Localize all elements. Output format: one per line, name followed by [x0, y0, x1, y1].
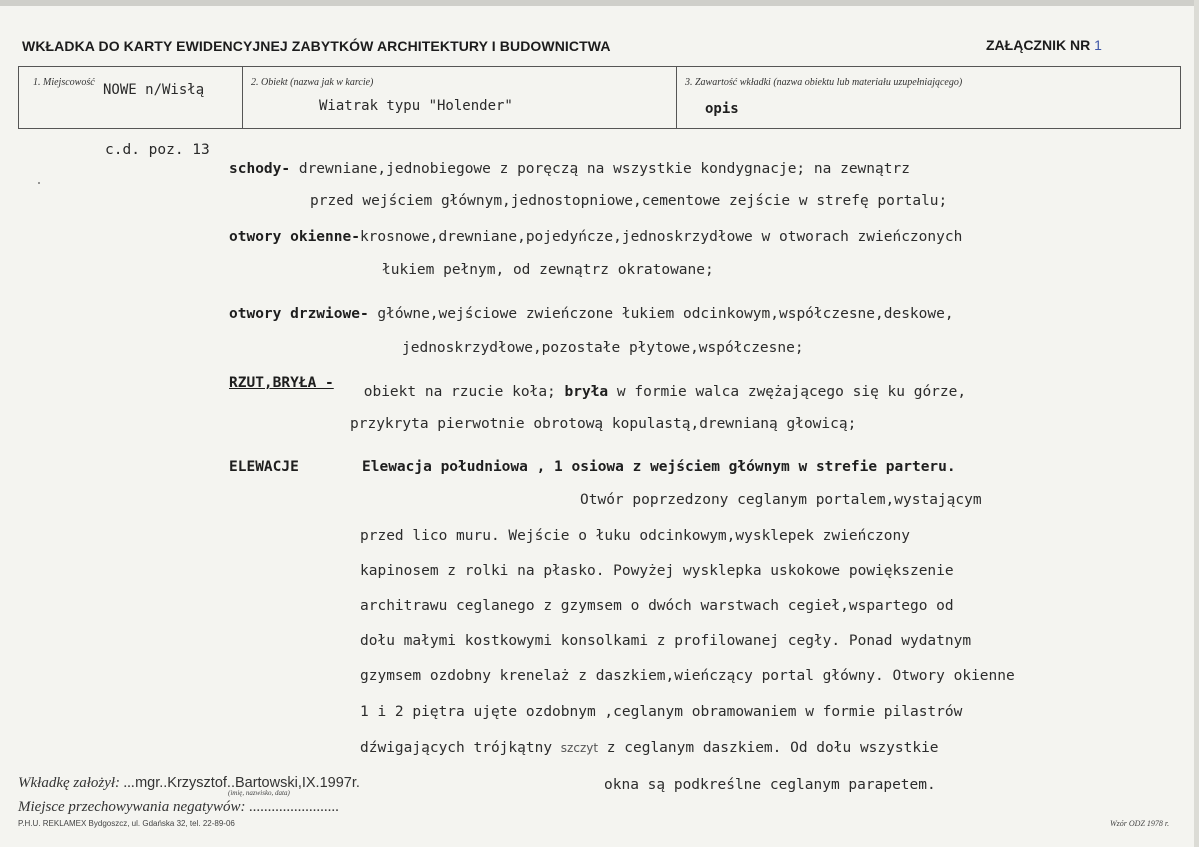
content-value: opis	[705, 101, 739, 117]
text-line-4: łukiem pełnym, od zewnątrz okratowane;	[382, 262, 714, 278]
table-divider-2	[676, 66, 677, 129]
text-line-8: przykryta pierwotnie obrotową kopulastą,drewnianą głowicą;	[350, 416, 857, 432]
text-line-17	[360, 740, 939, 756]
text-line-17-b: z ceglanym daszkiem. Od dołu wszystkie	[598, 740, 939, 756]
text-line-3	[229, 229, 962, 245]
text-line-7-cont	[355, 384, 966, 400]
scan-edge-right	[1194, 0, 1199, 847]
text-otwory-okienne: krosnowe,drewniane,pojedyńcze,jednoskrzydłowe w otworach zwieńczonych	[359, 229, 963, 245]
text-line-15: gzymsem ozdobny krenelaż z daszkiem,wieńczący portal główny. Otwory okienne	[360, 668, 1015, 684]
text-line-6: jednoskrzydłowe,pozostałe płytowe,współczesne;	[402, 340, 804, 356]
scan-speck	[38, 182, 40, 184]
author-label: Wkładkę założył: ...	[18, 775, 136, 791]
table-left-border	[18, 66, 19, 129]
table-divider-1	[242, 66, 243, 129]
term-otwory-drzwiowe: otwory drzwiowe-	[229, 306, 369, 322]
text-line-12: kapinosem z rolki na płasko. Powyżej wysklepka uskokowe powiększenie	[360, 563, 954, 579]
table-right-border	[1180, 66, 1181, 129]
negatives-location: Miejsce przechowywania negatywów: ........................	[18, 799, 340, 815]
term-schody: schody-	[229, 161, 291, 177]
table-top-border	[18, 66, 1180, 67]
annex-label: ZAŁĄCZNIK NR	[986, 37, 1091, 53]
location-label: 1. Miejscowość	[33, 77, 95, 88]
continuation-note: c.d. poz. 13	[105, 142, 210, 158]
text-line-17-a: dźwigających trójkątny	[360, 740, 561, 756]
printer-imprint: P.H.U. REKLAMEX Bydgoszcz, ul. Gdańska 32, tel. 22-89-06	[18, 819, 235, 828]
text-rzut-a: obiekt na rzucie koła;	[355, 384, 565, 400]
text-schody: drewniane,jednobiegowe z poręczą na wszystkie kondygnacje; na zewnątrz	[290, 161, 910, 177]
text-line-7	[229, 375, 334, 391]
text-line-10: Otwór poprzedzony ceglanym portalem,wystającym	[580, 492, 982, 508]
term-otwory-okienne: otwory okienne-	[229, 229, 360, 245]
form-model: Wzór ODZ 1978 r.	[1110, 819, 1170, 828]
annex-number: 1	[1094, 37, 1102, 53]
author-value: mgr..Krzysztof..Bartowski,IX.1997r.	[135, 775, 360, 791]
text-otwory-drzwiowe: główne,wejściowe zwieńczone łukiem odcinkowym,współczesne,deskowe,	[368, 306, 954, 322]
content-label: 3. Zawartość wkładki (nazwa obiektu lub materiału uzupełniającego)	[685, 77, 963, 88]
text-rzut-b: w formie walca zwężającego się ku górze,	[608, 384, 967, 400]
text-line-13: architrawu ceglanego z gzymsem o dwóch warstwach cegieł,wspartego od	[360, 598, 954, 614]
location-value: NOWE n/Wisłą	[103, 82, 205, 98]
text-line-18: okna są podkreślne ceglanym parapetem.	[604, 777, 936, 793]
heading-elewacja-poludniowa: Elewacja południowa , 1 osiowa z wejściem głównym w strefie parteru.	[362, 459, 956, 475]
handwritten-correction: szczyt	[560, 741, 599, 755]
object-label: 2. Obiekt (nazwa jak w karcie)	[251, 77, 374, 88]
term-bryla: bryła	[564, 384, 609, 400]
scan-edge-top	[0, 0, 1199, 6]
text-line-2: przed wejściem głównym,jednostopniowe,cementowe zejście w strefę portalu;	[310, 193, 948, 209]
term-elewacje: ELEWACJE	[229, 459, 299, 475]
text-line-14: dołu małymi kostkowymi konsolkami z profilowanej cegły. Ponad wydatnym	[360, 633, 972, 649]
text-line-16: 1 i 2 piętra ujęte ozdobnym ,ceglanym obramowaniem w formie pilastrów	[360, 704, 963, 720]
form-title: WKŁADKA DO KARTY EWIDENCYJNEJ ZABYTKÓW ARCHITEKTURY I BUDOWNICTWA	[22, 38, 611, 54]
annex-heading	[986, 37, 1102, 53]
author-line	[18, 775, 360, 792]
object-value: Wiatrak typu "Holender"	[319, 98, 513, 114]
text-line-11: przed lico muru. Wejście o łuku odcinkowym,wysklepek zwieńczony	[360, 528, 910, 544]
term-rzut-bryla: RZUT,BRYŁA -	[229, 375, 334, 391]
author-hint: (imię, nazwisko, data)	[228, 789, 290, 797]
text-line-1	[229, 161, 910, 177]
table-bottom-border	[18, 128, 1180, 129]
text-line-5	[229, 306, 954, 322]
